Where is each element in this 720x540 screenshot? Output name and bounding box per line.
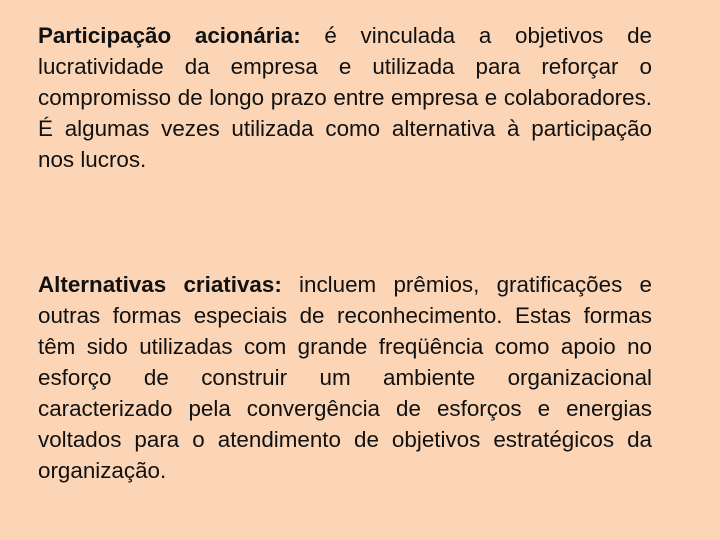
definition-alternativas-criativas: incluem prêmios, gratificações e outras formas especiais de reconhecimento. Estas formas têm sido utilizadas com grande freqüência como apoio no esforço de construir um ambiente organizacional caracterizado pela convergência de esforços e energias voltados para o atendimento de objetivos estratégicos da organização.	[38, 272, 652, 483]
term-alternativas-criativas: Alternativas criativas:	[38, 272, 282, 297]
paragraph-participacao-acionaria	[38, 20, 652, 175]
definition-participacao-acionaria: é vinculada a objetivos de lucratividade da empresa e utilizada para reforçar o compromisso de longo prazo entre empresa e colaboradores. É algumas vezes utilizada como alternativa à participação nos lucros.	[38, 23, 652, 172]
paragraph-alternativas-criativas	[38, 269, 652, 486]
term-participacao-acionaria: Participação acionária:	[38, 23, 301, 48]
